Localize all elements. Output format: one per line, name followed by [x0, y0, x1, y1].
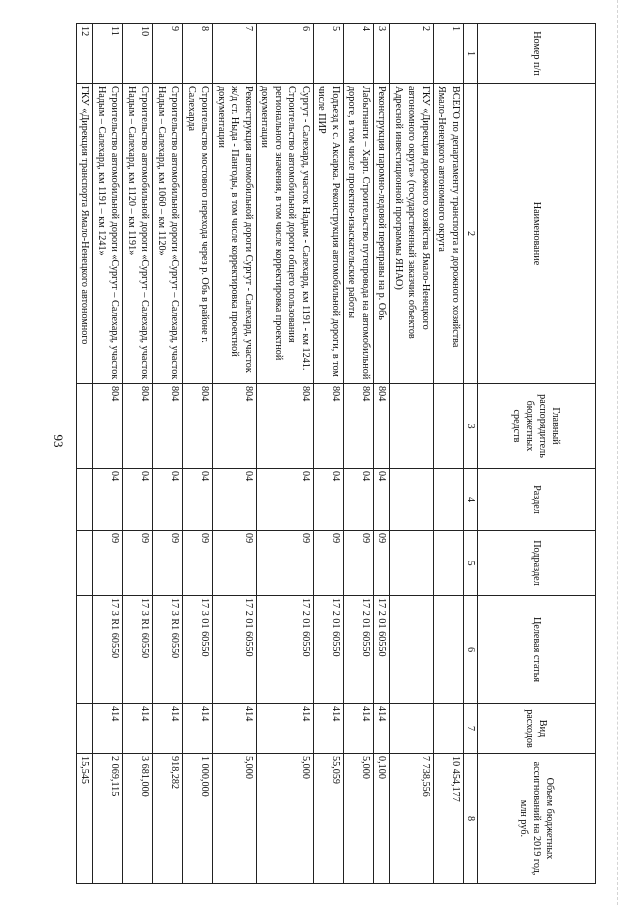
row-target-article: 17 2 01 60550 [344, 596, 374, 704]
row-amount: 0,100 [374, 754, 391, 884]
row-name: ГКУ «Дирекция транспорта Ямало-Ненецкого автономного [77, 84, 94, 384]
row-amount: 2 069,115 [93, 754, 123, 884]
row-target-article [390, 596, 434, 704]
row-expense-type: 414 [374, 704, 391, 754]
row-amount: 1 000,000 [183, 754, 213, 884]
row-target-article: 17 3 R1 60550 [93, 596, 123, 704]
table-row [344, 24, 374, 884]
row-target-article [77, 596, 94, 704]
row-razdel [77, 469, 94, 531]
column-index: 5 [464, 531, 478, 596]
row-podrazdel: 09 [314, 531, 344, 596]
row-amount: 5,000 [213, 754, 257, 884]
row-name: Строительство автомобильной дороги «Сургут – Салехард, участок Надым – Салехард, км 1060 – км 1120» [153, 84, 183, 384]
header-cell: Номер п/п [478, 24, 596, 84]
column-index: 2 [464, 84, 478, 384]
row-target-article: 17 2 01 60550 [314, 596, 344, 704]
row-podrazdel: 09 [183, 531, 213, 596]
row-amount: 5,000 [344, 754, 374, 884]
row-name: ВСЕГО по департаменту транспорта и дорожного хозяйства Ямало-Ненецкого автономного округа [434, 84, 464, 384]
row-razdel: 04 [123, 469, 153, 531]
row-number: 9 [153, 24, 183, 84]
table-row [434, 24, 464, 884]
row-grbs: 804 [314, 384, 344, 469]
row-expense-type: 414 [153, 704, 183, 754]
row-number: 10 [123, 24, 153, 84]
row-podrazdel: 09 [93, 531, 123, 596]
row-name: Строительство автомобильной дороги «Сургут – Салехард, участок Надым – Салехард, км 1191 – км 1241» [93, 84, 123, 384]
row-podrazdel: 09 [153, 531, 183, 596]
table-body [77, 24, 464, 884]
row-target-article [434, 596, 464, 704]
row-name: Строительство мостового перехода через р. Обь в районе г. Салехарда [183, 84, 213, 384]
column-index: 1 [464, 24, 478, 84]
row-name: Сургут - Салехард, участок Надым - Салехард, км 1191 - км 1241. Строительство автомобильной дороги общего пользования регионального значения, в том числе корректировка проектной документации [257, 84, 314, 384]
row-razdel: 04 [257, 469, 314, 531]
row-amount: 3 681,000 [123, 754, 153, 884]
column-index: 4 [464, 469, 478, 531]
row-razdel: 04 [213, 469, 257, 531]
row-number: 7 [213, 24, 257, 84]
row-expense-type: 414 [257, 704, 314, 754]
row-amount: 10 454,177 [434, 754, 464, 884]
page-fold-guide [617, 0, 618, 905]
row-podrazdel: 09 [123, 531, 153, 596]
row-podrazdel [77, 531, 94, 596]
row-amount: 5,000 [257, 754, 314, 884]
row-grbs [390, 384, 434, 469]
row-podrazdel [434, 531, 464, 596]
header-cell: Главный распорядитель бюджетных средств [478, 384, 596, 469]
column-index: 8 [464, 754, 478, 884]
row-podrazdel: 09 [257, 531, 314, 596]
row-number: 4 [344, 24, 374, 84]
row-expense-type: 414 [93, 704, 123, 754]
row-podrazdel: 09 [374, 531, 391, 596]
row-grbs: 804 [344, 384, 374, 469]
column-index: 3 [464, 384, 478, 469]
row-expense-type: 414 [183, 704, 213, 754]
row-number: 2 [390, 24, 434, 84]
column-index-row [464, 24, 478, 884]
header-cell: Целевая статья [478, 596, 596, 704]
rotated-page-content [79, 23, 596, 883]
row-amount: 15,545 [77, 754, 94, 884]
row-name: Реконструкция автомобильной дороги Сургут - Салехард, участок ж/д ст. Ныда - Пангоды, в том числе корректировка проектной документации [213, 84, 257, 384]
table-row [77, 24, 94, 884]
row-target-article: 17 2 01 60550 [213, 596, 257, 704]
table-row [257, 24, 314, 884]
table-header-row [478, 24, 596, 884]
row-amount: 918,282 [153, 754, 183, 884]
row-number: 3 [374, 24, 391, 84]
table-row [374, 24, 391, 884]
header-cell: Подраздел [478, 531, 596, 596]
row-grbs: 804 [123, 384, 153, 469]
header-cell: Раздел [478, 469, 596, 531]
row-grbs: 804 [257, 384, 314, 469]
table-row [314, 24, 344, 884]
row-number: 12 [77, 24, 94, 84]
page-number: 93 [51, 434, 66, 448]
row-podrazdel: 09 [344, 531, 374, 596]
row-target-article: 17 3 R1 60550 [153, 596, 183, 704]
row-target-article: 17 2 01 60550 [374, 596, 391, 704]
row-razdel: 04 [374, 469, 391, 531]
row-name: Лабытнанги – Харп. Строительство путепровода на автомобильной дороге, в том числе проектно-изыскательские работы [344, 84, 374, 384]
header-cell: Вид расходов [478, 704, 596, 754]
table-row [213, 24, 257, 884]
row-number: 11 [93, 24, 123, 84]
row-name: ГКУ «Дирекция дорожного хозяйства Ямало-Ненецкого автономного округа» (государственный заказчик объектов Адресной инвестиционной программы ЯНАО) [390, 84, 434, 384]
row-grbs: 804 [153, 384, 183, 469]
row-expense-type: 414 [123, 704, 153, 754]
row-grbs [434, 384, 464, 469]
row-number: 8 [183, 24, 213, 84]
row-amount: 7 738,556 [390, 754, 434, 884]
row-razdel: 04 [344, 469, 374, 531]
row-target-article: 17 3 R1 60550 [123, 596, 153, 704]
table-row [390, 24, 434, 884]
row-expense-type: 414 [344, 704, 374, 754]
row-name: Строительство автомобильной дороги «Сургут – Салехард, участок Надым – Салехард, км 1120 – км 1191» [123, 84, 153, 384]
row-expense-type [434, 704, 464, 754]
row-number: 1 [434, 24, 464, 84]
row-grbs: 804 [374, 384, 391, 469]
row-target-article: 17 3 01 60550 [183, 596, 213, 704]
row-amount: 55,059 [314, 754, 344, 884]
column-index: 7 [464, 704, 478, 754]
row-podrazdel: 09 [213, 531, 257, 596]
row-razdel [390, 469, 434, 531]
row-razdel: 04 [183, 469, 213, 531]
row-name: Реконструкция паромно-ледовой переправы на р. Обь [374, 84, 391, 384]
row-razdel [434, 469, 464, 531]
row-expense-type: 414 [314, 704, 344, 754]
header-cell: Объем бюджетных ассигнований на 2019 год, млн руб. [478, 754, 596, 884]
table-row [123, 24, 153, 884]
table-row [153, 24, 183, 884]
row-target-article: 17 2 01 60550 [257, 596, 314, 704]
table-row [93, 24, 123, 884]
row-expense-type: 414 [213, 704, 257, 754]
row-grbs: 804 [93, 384, 123, 469]
row-grbs: 804 [213, 384, 257, 469]
budget-table [76, 23, 596, 884]
row-expense-type [77, 704, 94, 754]
table-row [183, 24, 213, 884]
row-razdel: 04 [153, 469, 183, 531]
header-cell: Наименование [478, 84, 596, 384]
row-number: 5 [314, 24, 344, 84]
row-number: 6 [257, 24, 314, 84]
row-razdel: 04 [93, 469, 123, 531]
row-podrazdel [390, 531, 434, 596]
row-expense-type [390, 704, 434, 754]
column-index: 6 [464, 596, 478, 704]
row-razdel: 04 [314, 469, 344, 531]
row-grbs: 804 [183, 384, 213, 469]
row-grbs [77, 384, 94, 469]
row-name: Подъезд к с. Аксарка. Реконструкция автомобильной дороги, в том числе ПИР [314, 84, 344, 384]
